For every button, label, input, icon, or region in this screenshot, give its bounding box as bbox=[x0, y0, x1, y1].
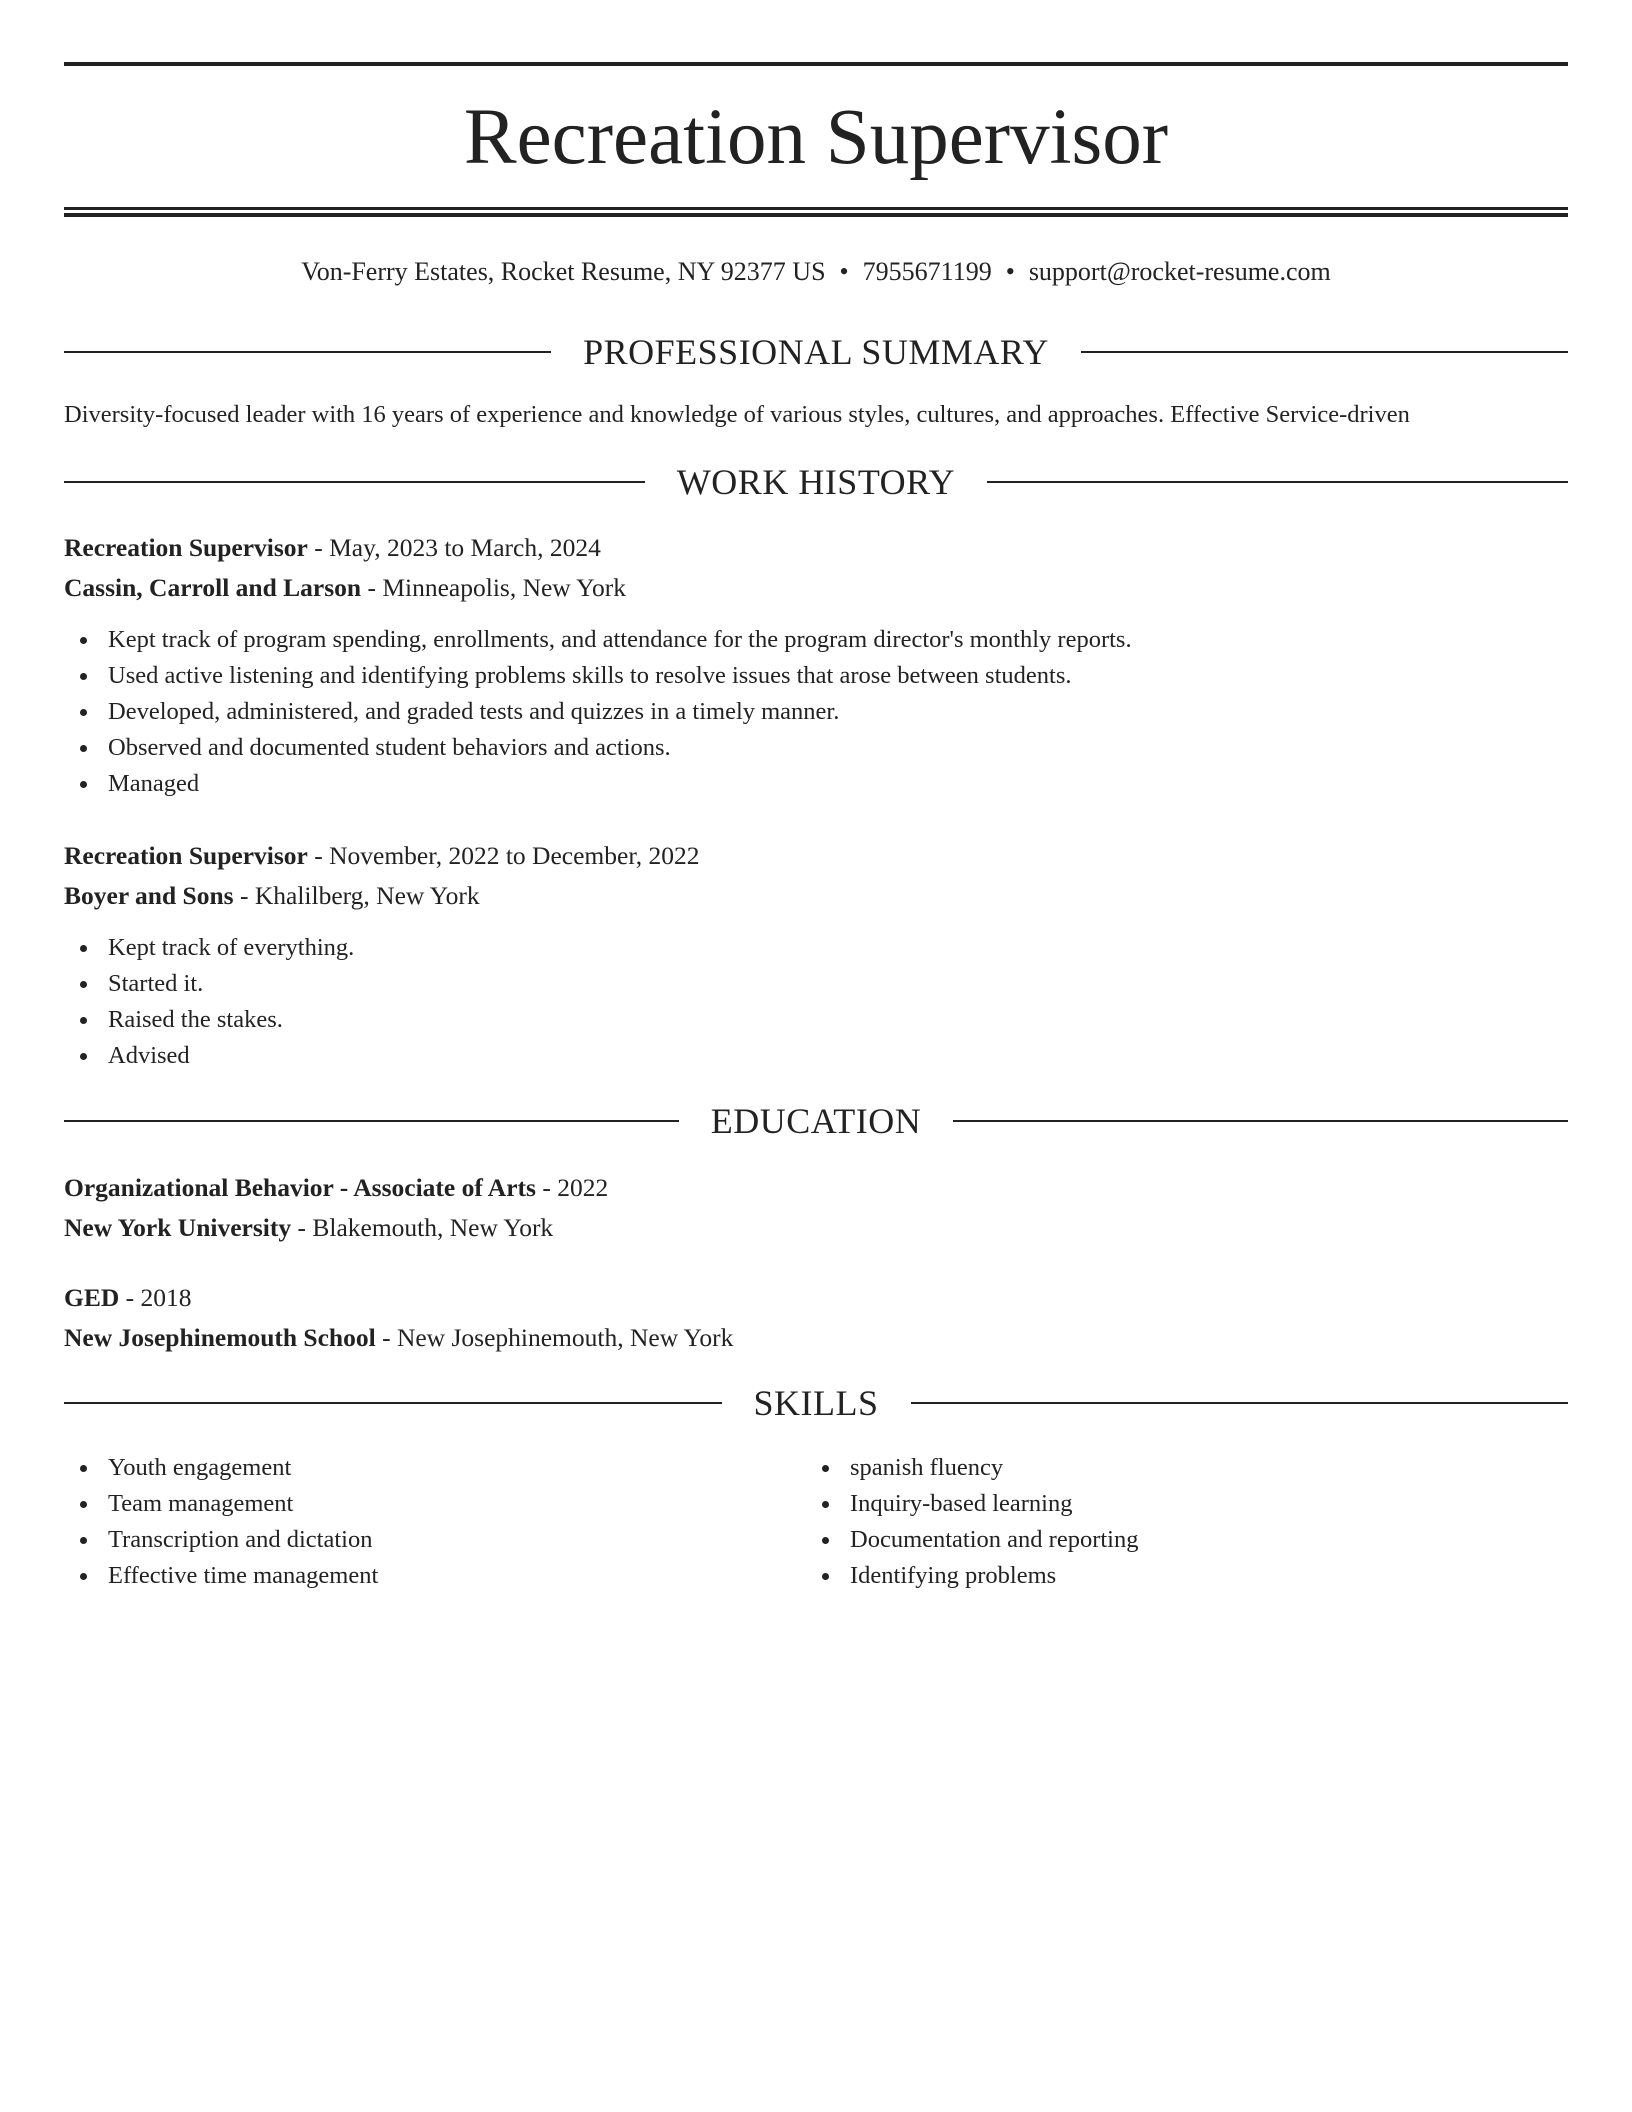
job-entry bbox=[64, 836, 1568, 916]
job-company-line bbox=[64, 568, 1568, 608]
heading-rule bbox=[987, 481, 1568, 483]
section-heading-summary bbox=[64, 330, 1568, 374]
list-item: Managed bbox=[64, 766, 1568, 802]
skill-item: Identifying problems bbox=[806, 1558, 1506, 1594]
job-company: Cassin, Carroll and Larson bbox=[64, 573, 362, 602]
list-item: Observed and documented student behaviors and actions. bbox=[64, 730, 1568, 766]
skill-item: Youth engagement bbox=[64, 1450, 764, 1486]
list-item: Raised the stakes. bbox=[64, 1002, 1568, 1038]
section-title: PROFESSIONAL SUMMARY bbox=[583, 332, 1049, 372]
skill-item: Transcription and dictation bbox=[64, 1522, 764, 1558]
job-bullets bbox=[64, 930, 1568, 1074]
education-school: New Josephinemouth School bbox=[64, 1323, 376, 1352]
header-double-rule bbox=[64, 207, 1568, 217]
job-title-line bbox=[64, 528, 1568, 568]
education-entry bbox=[64, 1278, 1568, 1358]
section-heading-education bbox=[64, 1099, 1568, 1143]
education-degree: GED bbox=[64, 1283, 120, 1312]
job-title-line bbox=[64, 836, 1568, 876]
education-location: - New Josephinemouth, New York bbox=[375, 1323, 734, 1352]
contact-address: Von-Ferry Estates, Rocket Resume, NY 92377 US bbox=[301, 257, 826, 286]
list-item: Used active listening and identifying problems skills to resolve issues that arose between students. bbox=[64, 658, 1568, 694]
education-school-line bbox=[64, 1318, 1568, 1358]
education-year: - 2018 bbox=[119, 1283, 192, 1312]
education-school-line bbox=[64, 1208, 1568, 1248]
job-location: - Khalilberg, New York bbox=[233, 881, 480, 910]
skill-item: Team management bbox=[64, 1486, 764, 1522]
heading-rule bbox=[64, 351, 551, 353]
skill-item: Effective time management bbox=[64, 1558, 764, 1594]
heading-rule bbox=[1081, 351, 1568, 353]
section-heading-skills bbox=[64, 1381, 1568, 1425]
list-item: Kept track of program spending, enrollments, and attendance for the program director's monthly reports. bbox=[64, 622, 1568, 658]
heading-rule bbox=[64, 1402, 722, 1404]
list-item: Advised bbox=[64, 1038, 1568, 1074]
education-degree-line bbox=[64, 1278, 1568, 1318]
resume-title: Recreation Supervisor bbox=[463, 94, 1169, 181]
skill-item: Inquiry-based learning bbox=[806, 1486, 1506, 1522]
section-title: WORK HISTORY bbox=[676, 462, 956, 502]
contact-separator: • bbox=[839, 257, 849, 286]
section-heading-work-history bbox=[64, 460, 1568, 504]
education-school: New York University bbox=[64, 1213, 292, 1242]
job-bullets bbox=[64, 622, 1568, 802]
contact-line bbox=[64, 252, 1568, 292]
education-degree-line bbox=[64, 1168, 1568, 1208]
heading-rule bbox=[64, 481, 645, 483]
summary-text: Diversity-focused leader with 16 years of experience and knowledge of various styles, cultures, and approaches. Effective Service-driven bbox=[64, 401, 1410, 428]
job-company: Boyer and Sons bbox=[64, 881, 234, 910]
education-entry bbox=[64, 1168, 1568, 1248]
contact-email: support@rocket-resume.com bbox=[1028, 257, 1331, 286]
skill-item: spanish fluency bbox=[806, 1450, 1506, 1486]
heading-rule bbox=[911, 1402, 1569, 1404]
education-location: - Blakemouth, New York bbox=[291, 1213, 554, 1242]
job-dates: - November, 2022 to December, 2022 bbox=[307, 841, 700, 870]
list-item: Developed, administered, and graded tests and quizzes in a timely manner. bbox=[64, 694, 1568, 730]
skills-list-right bbox=[806, 1450, 1506, 1594]
job-location: - Minneapolis, New York bbox=[361, 573, 627, 602]
job-entry bbox=[64, 528, 1568, 608]
header-top-rule bbox=[64, 62, 1568, 66]
list-item: Started it. bbox=[64, 966, 1568, 1002]
skills-list-left bbox=[64, 1450, 764, 1594]
section-title: SKILLS bbox=[753, 1383, 879, 1423]
heading-rule bbox=[64, 1120, 679, 1122]
contact-phone: 7955671199 bbox=[862, 257, 992, 286]
education-year: - 2022 bbox=[535, 1173, 609, 1202]
job-title: Recreation Supervisor bbox=[64, 533, 308, 562]
list-item: Kept track of everything. bbox=[64, 930, 1568, 966]
job-title: Recreation Supervisor bbox=[64, 841, 308, 870]
education-degree: Organizational Behavior - Associate of Arts bbox=[64, 1173, 536, 1202]
skill-item: Documentation and reporting bbox=[806, 1522, 1506, 1558]
resume-page bbox=[64, 0, 1568, 2112]
heading-rule bbox=[953, 1120, 1568, 1122]
job-company-line bbox=[64, 876, 1568, 916]
job-dates: - May, 2023 to March, 2024 bbox=[307, 533, 601, 562]
section-title: EDUCATION bbox=[710, 1101, 922, 1141]
contact-separator: • bbox=[1005, 257, 1015, 286]
